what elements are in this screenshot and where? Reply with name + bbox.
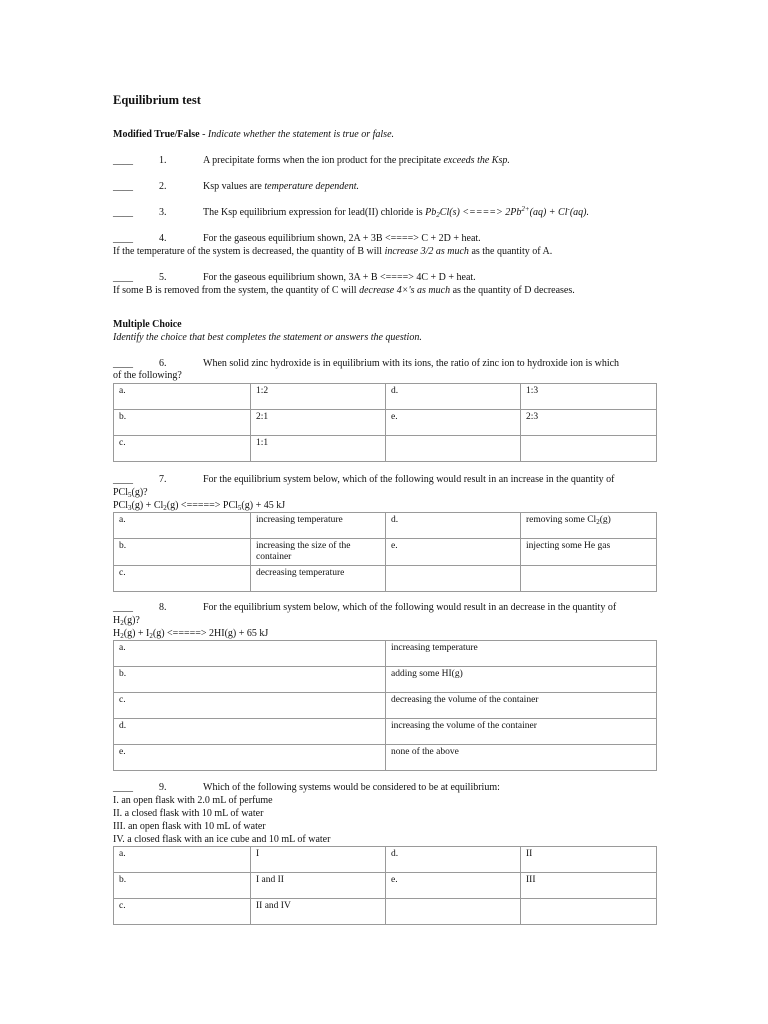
table-row xyxy=(114,873,657,899)
table-row xyxy=(114,513,657,539)
option-text[interactable]: 1:1 xyxy=(251,436,386,462)
equilibrium-equation: $H_2(g) + I_2(g)$ <=====> 2HI(g) + 65 kJ xyxy=(113,628,269,640)
option-letter[interactable]: d. xyxy=(386,384,521,410)
table-row xyxy=(114,719,657,745)
answer-options-table xyxy=(113,383,657,462)
option-text[interactable]: III xyxy=(521,873,657,899)
option-text[interactable]: I xyxy=(251,847,386,873)
table-row xyxy=(114,693,657,719)
section-instruction: Identify the choice that best completes the statement or answers the question. xyxy=(113,332,422,343)
table-row xyxy=(114,745,657,771)
option-letter[interactable]: a. xyxy=(114,384,251,410)
question-number: 4. xyxy=(159,233,167,244)
empty-cell xyxy=(521,436,657,462)
option-letter[interactable]: c. xyxy=(114,693,386,719)
option-letter[interactable]: b. xyxy=(114,539,251,566)
option-text[interactable]: 2:3 xyxy=(521,410,657,436)
question-text: Ksp values are temperature dependent. xyxy=(203,181,359,192)
answer-blank[interactable]: ____ xyxy=(113,207,133,218)
question-number: 3. xyxy=(159,207,167,218)
section-heading: Multiple Choice xyxy=(113,319,182,330)
option-letter[interactable]: b. xyxy=(114,873,251,899)
option-letter[interactable]: b. xyxy=(114,667,386,693)
option-letter[interactable]: e. xyxy=(386,873,521,899)
page-title: Equilibrium test xyxy=(113,93,201,107)
question-text-continued: If the temperature of the system is decreased, the quantity of B will increase 3/2 as much as the quantity of A. xyxy=(113,246,553,257)
question-number: 1. xyxy=(159,155,167,166)
answer-blank[interactable]: ____ xyxy=(113,602,133,613)
question-text-continued: PCl$_5$(g)? xyxy=(113,487,148,499)
option-text[interactable]: adding some HI(g) xyxy=(386,667,657,693)
option-text[interactable]: I and II xyxy=(251,873,386,899)
question-text: Which of the following systems would be considered to be at equilibrium: xyxy=(203,782,500,793)
option-text[interactable]: none of the above xyxy=(386,745,657,771)
empty-cell xyxy=(386,566,521,592)
list-item: II. a closed flask with 10 mL of water xyxy=(113,808,264,819)
answer-blank[interactable]: ____ xyxy=(113,181,133,192)
question-number: 5. xyxy=(159,272,167,283)
section-multiple-choice-header xyxy=(113,318,182,331)
option-text[interactable]: increasing temperature xyxy=(251,513,386,539)
question-text: A precipitate forms when the ion product for the precipitate exceeds the Ksp. xyxy=(203,155,510,166)
table-row xyxy=(114,667,657,693)
option-text[interactable]: decreasing the volume of the container xyxy=(386,693,657,719)
question-text: For the equilibrium system below, which of the following would result in an decrease in the quantity of xyxy=(203,602,617,613)
option-text[interactable]: removing some $Cl_2(g)$ xyxy=(521,513,657,539)
option-letter[interactable]: e. xyxy=(386,410,521,436)
answer-blank[interactable]: ____ xyxy=(113,155,133,166)
list-item: I. an open flask with 2.0 mL of perfume xyxy=(113,795,273,806)
table-row xyxy=(114,539,657,566)
option-letter[interactable]: d. xyxy=(114,719,386,745)
option-text[interactable]: injecting some He gas xyxy=(521,539,657,566)
option-letter[interactable]: e. xyxy=(114,745,386,771)
question-number: 9. xyxy=(159,782,167,793)
question-number: 2. xyxy=(159,181,167,192)
option-text[interactable]: increasing the size of the container xyxy=(251,539,386,566)
equilibrium-equation: $PCl_3(g) + Cl_2(g)$ <=====> PCl$_5$(g) + 45 kJ xyxy=(113,500,286,512)
answer-blank[interactable]: ____ xyxy=(113,233,133,244)
question-text: The Ksp equilibrium expression for lead(II) chloride is $Pb_2Cl(s)$ <====> $2Pb^{2+}(aq) + Cl^-(aq)$. xyxy=(203,205,589,219)
option-letter[interactable]: b. xyxy=(114,410,251,436)
list-item: III. an open flask with 10 mL of water xyxy=(113,821,266,832)
answer-blank[interactable]: ____ xyxy=(113,358,133,369)
section-heading: Modified True/False xyxy=(113,129,200,140)
answer-blank[interactable]: ____ xyxy=(113,474,133,485)
question-number: 6. xyxy=(159,358,167,369)
table-row xyxy=(114,384,657,410)
empty-cell xyxy=(386,436,521,462)
table-row xyxy=(114,847,657,873)
table-row xyxy=(114,899,657,925)
empty-cell xyxy=(386,899,521,925)
answer-options-table xyxy=(113,512,657,592)
option-text[interactable]: II xyxy=(521,847,657,873)
option-text[interactable]: decreasing temperature xyxy=(251,566,386,592)
table-row xyxy=(114,566,657,592)
empty-cell xyxy=(521,566,657,592)
answer-blank[interactable]: ____ xyxy=(113,782,133,793)
question-text-continued: If some B is removed from the system, the quantity of C will decrease 4×'s as much as the quantity of D decreases. xyxy=(113,285,575,296)
question-text: For the gaseous equilibrium shown, 3A + B <====> 4C + D + heat. xyxy=(203,272,476,283)
option-text[interactable]: 1:2 xyxy=(251,384,386,410)
option-letter[interactable]: c. xyxy=(114,899,251,925)
option-letter[interactable]: a. xyxy=(114,847,251,873)
table-row xyxy=(114,641,657,667)
question-number: 7. xyxy=(159,474,167,485)
table-row xyxy=(114,436,657,462)
option-letter[interactable]: d. xyxy=(386,847,521,873)
option-text[interactable]: increasing temperature xyxy=(386,641,657,667)
table-row xyxy=(114,410,657,436)
option-text[interactable]: II and IV xyxy=(251,899,386,925)
option-letter[interactable]: c. xyxy=(114,566,251,592)
answer-options-table xyxy=(113,640,657,771)
option-text[interactable]: 2:1 xyxy=(251,410,386,436)
option-letter[interactable]: a. xyxy=(114,641,386,667)
question-number: 8. xyxy=(159,602,167,613)
question-text: When solid zinc hydroxide is in equilibrium with its ions, the ratio of zinc ion to hydroxide ion is which xyxy=(203,358,620,369)
empty-cell xyxy=(521,899,657,925)
question-text: For the equilibrium system below, which of the following would result in an increase in the quantity of xyxy=(203,474,615,485)
option-letter[interactable]: c. xyxy=(114,436,251,462)
answer-options-table xyxy=(113,846,657,925)
answer-blank[interactable]: ____ xyxy=(113,272,133,283)
option-letter[interactable]: e. xyxy=(386,539,521,566)
option-text[interactable]: 1:3 xyxy=(521,384,657,410)
option-letter[interactable]: a. xyxy=(114,513,251,539)
section-instruction: Indicate whether the statement is true or false. xyxy=(207,129,395,140)
option-letter[interactable]: d. xyxy=(386,513,521,539)
section-true-false-header: Modified True/False - Indicate whether the statement is true or false. xyxy=(113,129,395,140)
question-text: For the gaseous equilibrium shown, 2A + 3B <====> C + 2D + heat. xyxy=(203,233,481,244)
question-text-continued: of the following? xyxy=(113,370,182,381)
list-item: IV. a closed flask with an ice cube and 10 mL of water xyxy=(113,834,331,845)
question-text-continued: $H_2(g)$? xyxy=(113,615,140,627)
option-text[interactable]: increasing the volume of the container xyxy=(386,719,657,745)
